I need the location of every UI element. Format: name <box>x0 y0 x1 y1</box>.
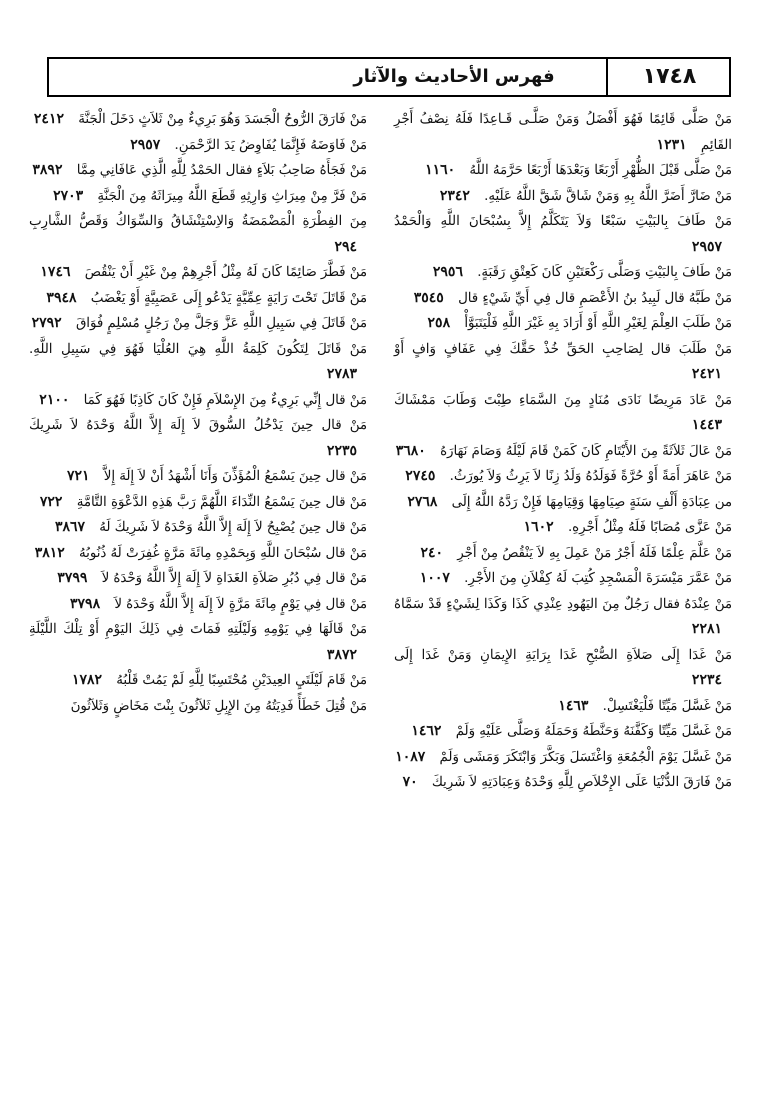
hadith-entry <box>29 311 367 337</box>
hadith-text: مَنْ فَطَّرَ صَائِمًا كَانَ لَهُ مِثْلُ أَجْرِهِمْ مِنْ غَيْرِ أَنْ يَنْقُصَ <box>84 265 367 280</box>
hadith-number: ٢٧٠٣ <box>53 187 84 204</box>
hadith-number: ١٢٣١ <box>656 136 687 153</box>
hadith-number: ٢٤٠ <box>420 544 444 561</box>
hadith-number: ٢٧٨٣ <box>326 366 357 382</box>
hadith-text: مَنْ فَارَقَ الدُّنْيَا عَلَى الإِخْلاَصِ لِلَّهِ وَحْدَهُ وَعِبَادَتِهِ لاَ شَرِيكَ <box>431 775 732 790</box>
hadith-number: ١٧٨٢ <box>71 672 103 688</box>
hadith-number: ١١٦٠ <box>425 162 456 178</box>
hadith-text: مَنْ غَدَا إِلَى صَلاَةِ الصُّبْحِ غَدَا بِرَايَةِ الإِيمَانِ وَمَنْ غَدَا إِلَى <box>394 647 732 663</box>
hadith-entry <box>29 566 367 592</box>
hadith-entry <box>29 107 367 133</box>
hadith-text: مَنْ قَاتَلَ تَحْتَ رَايَةٍ عِمِّيَّةٍ يَدْعُو إِلَى عَصَبِيَّةٍ أَوْ يَغْضَبُ <box>90 290 367 306</box>
hadith-entry <box>29 209 367 260</box>
hadith-entry <box>394 107 732 158</box>
hadith-entry <box>394 158 732 184</box>
hadith-entry <box>394 592 732 643</box>
hadith-number: ٢٢٣٤ <box>691 672 722 688</box>
hadith-number: ٣٨٩٢ <box>32 162 63 178</box>
hadith-entry <box>29 413 367 464</box>
hadith-number: ٣٥٤٥ <box>413 289 444 306</box>
hadith-number: ٢٤١٢ <box>33 111 64 127</box>
hadith-text: مَنْ عَادَ مَرِيضًا نَادَى مُنَادٍ مِنَ السَّمَاءِ طِبْتَ وَطَابَ مَمْشَاكَ <box>394 392 732 408</box>
hadith-text: مَنْ عَلَّمَ عِلْمًا فَلَهُ أَجْرُ مَنْ عَمِلَ بِهِ لاَ يَنْقُصُ مِنْ أَجْرِ <box>457 545 732 561</box>
hadith-text: مَنْ طَافَ بِالبَيْتِ سَبْعًا وَلاَ يَتَكَلَّمُ إِلاَّ بِسُبْحَانَ اللَّهِ وَالْحَمْدُ <box>394 214 732 229</box>
hadith-number: ١٠٨٧ <box>395 748 426 765</box>
hadith-entry <box>29 617 367 668</box>
hadith-number: ٣٨١٢ <box>34 544 65 561</box>
hadith-number: ٣٩٤٨ <box>46 289 77 306</box>
hadith-entry <box>29 388 367 414</box>
hadith-text: مَنْ قال حِينَ يَسْمَعُ النِّدَاءَ اللَّهُمَّ رَبَّ هَذِهِ الدَّعْوَةِ التَّامَّةِ <box>76 494 367 510</box>
hadith-text: مَنْ طَلَبَ قال لِصَاحِبِ الحَقِّ خُذْ حَقَّكَ فِي عَفَافٍ وَافٍ أَوْ <box>394 341 732 357</box>
hadith-number: ٢٩٥٧ <box>691 238 722 255</box>
hadith-text: مَنْ طَافَ بِالبَيْتِ وَصَلَّى رَكْعَتَيْنِ كَانَ كَعِتْقِ رَقَبَةٍ. <box>477 265 732 280</box>
hadith-number: ٣٧٩٩ <box>57 570 88 586</box>
hadith-text: مِنَ الفِطْرَةِ الْمَضْمَضَةُ وَالاِسْتِنْشَاقُ وَالسِّوَاكُ وَقَصُّ الشَّارِبِ <box>29 214 367 229</box>
hadith-text: مَنْ قال فِي دُبُرِ صَلاَةِ الغَدَاةِ لاَ إِلَهَ إِلاَّ اللَّهُ وَحْدَهُ لاَ <box>101 571 367 586</box>
hadith-number: ٢٥٨ <box>427 315 451 331</box>
hadith-text: مَنْ قَاتَلَ لِتَكُونَ كَلِمَةُ اللَّهِ هِيَ العُلْيَا فَهُوَ فِي سَبِيلِ اللَّهِ. <box>29 341 367 357</box>
index-column-right <box>394 107 732 796</box>
hadith-entry <box>394 209 732 260</box>
hadith-entry <box>29 694 367 720</box>
hadith-text: مَنْ فَجَأَهُ صَاحِبُ بَلاَءٍ فقال الحَمْدُ لِلَّهِ الَّذِي عَافَانِي مِمَّا <box>76 163 367 178</box>
hadith-entry <box>394 311 732 337</box>
hadith-entry <box>29 286 367 312</box>
hadith-text: مَنْ غَسَّلَ مَيِّتًا وَكَفَّنَهُ وَحَنَّطَهُ وَحَمَلَهُ وَصَلَّى عَلَيْهِ وَلَمْ <box>455 724 732 739</box>
hadith-text: مَنْ عَالَ ثَلاَثَةً مِنَ الأَيْتَامِ كَانَ كَمَنْ قَامَ لَيْلَهُ وَصَامَ نَهَارَهُ <box>440 443 732 459</box>
hadith-entry <box>29 464 367 490</box>
hadith-number: ١٧٤٦ <box>40 264 71 280</box>
hadith-text: مَنْ قال فِي يَوْمٍ مِائَةَ مَرَّةٍ لاَ إِلَهَ إِلاَّ اللَّهُ وَحْدَهُ لاَ <box>114 596 367 612</box>
hadith-text: مَنْ قُتِلَ خَطَأً فَدِيَتُهُ مِنَ الإِبِلِ ثَلاَثُونَ بِنْتَ مَخَاضٍ وَثَلاَثُونَ <box>70 698 367 714</box>
hadith-text: مَنْ قال سُبْحَانَ اللَّهِ وَبِحَمْدِهِ مِائَةَ مَرَّةٍ غُفِرَتْ لَهُ ذُنُوبُهُ <box>79 545 367 561</box>
hadith-number: ٣٧٩٨ <box>70 595 101 612</box>
hadith-text: مَنْ قَامَ لَيْلَتَيِ العِيدَيْنِ مُحْتَسِبًا لِلَّهِ لَمْ يَمُتْ قَلْبُهُ <box>116 673 367 688</box>
hadith-entry <box>394 184 732 210</box>
hadith-number: ٢٩٤ <box>334 238 357 255</box>
hadith-number: ٢٩٥٧ <box>130 136 161 153</box>
hadith-entry <box>29 592 367 618</box>
hadith-number: ١٤٦٢ <box>411 723 442 739</box>
page-number: ١٧٤٨ <box>642 64 697 89</box>
hadith-text: مَنْ قَاتَلَ فِي سَبِيلِ اللَّهِ عَزَّ وَجَلَّ مِنْ رَجُلٍ مُسْلِمٍ فُوَاقَ <box>75 316 367 331</box>
hadith-entry <box>394 694 732 720</box>
hadith-entry <box>394 388 732 439</box>
hadith-text: مَنْ عَزَّى مُصَابًا فَلَهُ مِثْلُ أَجْرِهِ. <box>567 520 732 535</box>
hadith-number: ٢٧٩٢ <box>31 315 62 331</box>
hadith-text: مَنْ فَاوَضَهُ فَإِنَّمَا يُفَاوِضُ يَدَ الرَّحْمَنِ. <box>174 137 367 153</box>
hadith-text: مَنْ صَلَّى قَائِمًا فَهُوَ أَفْضَلُ وَمَنْ صَلَّـى قَـاعِدًا فَلَهُ نِصْفُ أَجْرِ القَائِمِ <box>394 112 732 153</box>
hadith-entry <box>29 184 367 210</box>
hadith-text: من عِبَادَةِ أَلْفِ سَنَةٍ صِيَامِهَا وَقِيَامِهَا فَإِنْ رَدَّهُ اللَّهُ إِلَى <box>451 494 732 510</box>
hadith-entry <box>394 541 732 567</box>
hadith-entry <box>394 439 732 465</box>
header-divider <box>606 59 608 95</box>
hadith-number: ٢٧٤٥ <box>405 468 436 484</box>
hadith-text: مَنْ غَسَّلَ يَوْمَ الْجُمُعَةِ وَاغْتَسَلَ وَبَكَّرَ وَابْتَكَرَ وَمَشَى وَلَمْ <box>439 749 732 765</box>
hadith-number: ٧٠ <box>402 774 418 790</box>
hadith-entry <box>29 260 367 286</box>
hadith-text: مَنْ طَلَبَ العِلْمَ لِغَيْرِ اللَّهِ أَوْ أَرَادَ بِهِ غَيْرَ اللَّهِ فَلْيَتَبَوَّأْ <box>464 316 732 331</box>
hadith-text: مَنْ فَرَّ مِنْ مِيرَاثِ وَارِثِهِ قَطَعَ اللَّهُ مِيرَاثَهُ مِنَ الْجَنَّةِ <box>97 188 367 204</box>
hadith-text: مَنْ فَارَقَ الرُّوحُ الْجَسَدَ وَهُوَ بَرِيءٌ مِنْ ثَلاَثٍ دَخَلَ الْجَنَّةَ <box>78 112 367 127</box>
hadith-number: ١٤٦٣ <box>558 697 589 714</box>
hadith-entry <box>29 158 367 184</box>
hadith-number: ١٠٠٧ <box>419 570 450 586</box>
hadith-number: ٢٩٥٦ <box>432 264 463 280</box>
hadith-number: ٣٨٦٧ <box>54 519 86 535</box>
hadith-text: مَنْ قال حِينَ يَسْمَعُ الْمُؤَذِّنَ وَأَنَا أَشْهَدُ أَنْ لاَ إِلَهَ إِلاَّ <box>103 469 367 484</box>
hadith-number: ٢٧٦٨ <box>407 493 438 510</box>
hadith-text: مَنْ عِنْدَهُ فقال رَجُلٌ مِنَ اليَهُودِ عِنْدِي كَذَا وَكَذَا لِشَيْءٍ قَدْ سَمَّاهُ <box>394 596 732 612</box>
hadith-entry <box>29 133 367 159</box>
hadith-entry <box>29 490 367 516</box>
hadith-number: ٣٨٧٢ <box>326 646 357 663</box>
hadith-number: ٧٢١ <box>66 468 90 484</box>
hadith-entry <box>394 515 732 541</box>
hadith-entry <box>394 490 732 516</box>
hadith-text: مَنْ قال إِنِّي بَرِيءٌ مِنَ الإِسْلاَمِ فَإِنْ كَانَ كَاذِبًا فَهُوَ كَمَا <box>83 392 367 408</box>
hadith-number: ٢٣٤٢ <box>439 187 470 204</box>
hadith-entry <box>29 515 367 541</box>
hadith-entry <box>394 566 732 592</box>
hadith-entry <box>394 337 732 388</box>
hadith-number: ٧٢٢ <box>39 493 63 510</box>
hadith-text: مَنْ قَالَهَا فِي يَوْمِهِ وَلَيْلَتِهِ فَمَاتَ فِي ذَلِكَ اليَوْمِ أَوْ تِلْكَ اللَّيْلَةِ <box>29 622 367 637</box>
hadith-entry <box>29 668 367 694</box>
hadith-entry <box>394 464 732 490</box>
hadith-text: مَنْ قال حِينَ يُصْبِحُ لاَ إِلَهَ إِلاَّ اللَّهُ وَحْدَهُ لاَ شَرِيكَ لَهُ <box>99 520 367 535</box>
hadith-number: ١٦٠٢ <box>523 519 554 535</box>
hadith-number: ٢٢٨١ <box>691 621 722 637</box>
index-column-left <box>29 107 367 719</box>
hadith-number: ٢٢٣٥ <box>326 442 357 459</box>
hadith-text: مَنْ قال حِينَ يَدْخُلُ السُّوقَ لاَ إِلَهَ إِلاَّ اللَّهُ وَحْدَهُ لاَ شَرِيكَ <box>29 418 367 433</box>
hadith-text: مَنْ غَسَّلَ مَيِّتًا فَلْيَغْتَسِلْ. <box>602 698 732 714</box>
hadith-entry <box>394 260 732 286</box>
hadith-text: مَنْ ضَارَّ أَضَرَّ اللَّهُ بِهِ وَمَنْ شَاقَّ شَقَّ اللَّهُ عَلَيْهِ. <box>484 188 732 204</box>
hadith-text: مَنْ صَلَّى قَبْلَ الظُّهْرِ أَرْبَعًا وَبَعْدَهَا أَرْبَعًا حَرَّمَهُ اللَّهُ <box>469 163 732 178</box>
hadith-text: مَنْ عَاهَرَ أَمَةً أَوْ حُرَّةً فَوَلَدُهُ وَلَدُ زِنًا لاَ يَرِثُ وَلاَ يُورَثُ. <box>449 469 732 484</box>
hadith-number: ٣٦٨٠ <box>395 442 426 459</box>
hadith-entry <box>394 745 732 771</box>
hadith-number <box>61 698 71 714</box>
hadith-text: مَنْ طَبَّهُ قال لَبِيدُ بنُ الأَعْصَمِ قال فِي أَيِّ شَيْءٍ قال <box>458 290 732 306</box>
hadith-entry <box>394 770 732 796</box>
hadith-entry <box>394 719 732 745</box>
hadith-entry <box>29 337 367 388</box>
hadith-entry <box>394 643 732 694</box>
hadith-text: مَنْ عَمَّرَ مَيْسَرَةَ الْمَسْجِدِ كُتِبَ لَهُ كِفْلاَنِ مِنَ الأَجْرِ. <box>464 571 732 586</box>
hadith-number: ١٤٤٣ <box>691 417 722 433</box>
hadith-number: ٢١٠٠ <box>39 391 70 408</box>
hadith-entry <box>29 541 367 567</box>
hadith-number: ٢٤٢١ <box>691 366 722 382</box>
hadith-entry <box>394 286 732 312</box>
page-header <box>47 57 731 97</box>
page-title: فهرس الأحاديث والآثار <box>353 66 555 87</box>
